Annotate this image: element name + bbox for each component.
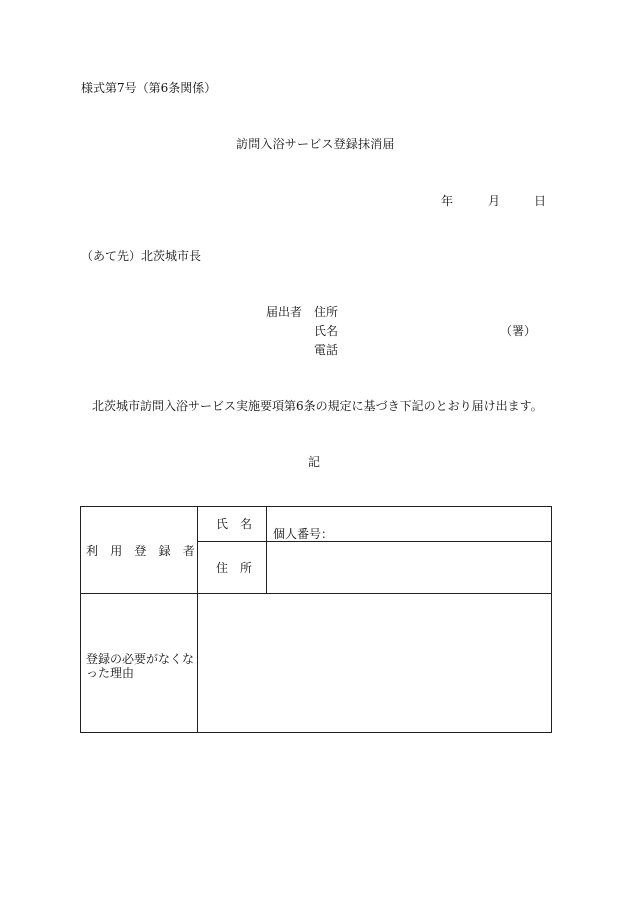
table-border-top [80,506,552,507]
table-address-label: 住所 [216,561,265,575]
date-year-label: 年 [441,194,454,208]
applicant-phone-label: 電話 [314,343,339,357]
table-border-left [80,506,81,733]
table-row-divider [197,541,552,542]
table-border-bottom [80,732,552,733]
statement-text: 北茨城市訪問入浴サービス実施要項第6条の規定に基づき下記のとおり届け出ます。 [92,399,543,413]
date-month-label: 月 [488,194,501,208]
document-title: 訪問入浴サービス登録抹消届 [236,137,395,151]
table-border-right [551,506,552,733]
signature-mark: （署） [500,324,537,338]
reason-label-line1: 登録の必要がなくな [86,652,195,666]
table-column-divider [197,506,198,733]
registrant-label: 利用登録者 [86,544,208,558]
table-section-divider [80,593,552,594]
applicant-name-label: 氏名 [314,324,339,338]
addressee: （あて先）北茨城市長 [81,249,202,263]
table-name-label: 氏名 [216,517,265,531]
applicant-address-label: 住所 [314,305,339,319]
date-day-label: 日 [534,194,547,208]
applicant-label: 届出者 [266,305,303,319]
ki-heading: 記 [308,455,321,469]
form-number: 様式第7号（第6条関係） [81,81,217,95]
table-column-divider-inner [266,506,267,594]
my-number-label: 個人番号： [273,527,334,541]
reason-label-line2: った理由 [86,666,135,680]
